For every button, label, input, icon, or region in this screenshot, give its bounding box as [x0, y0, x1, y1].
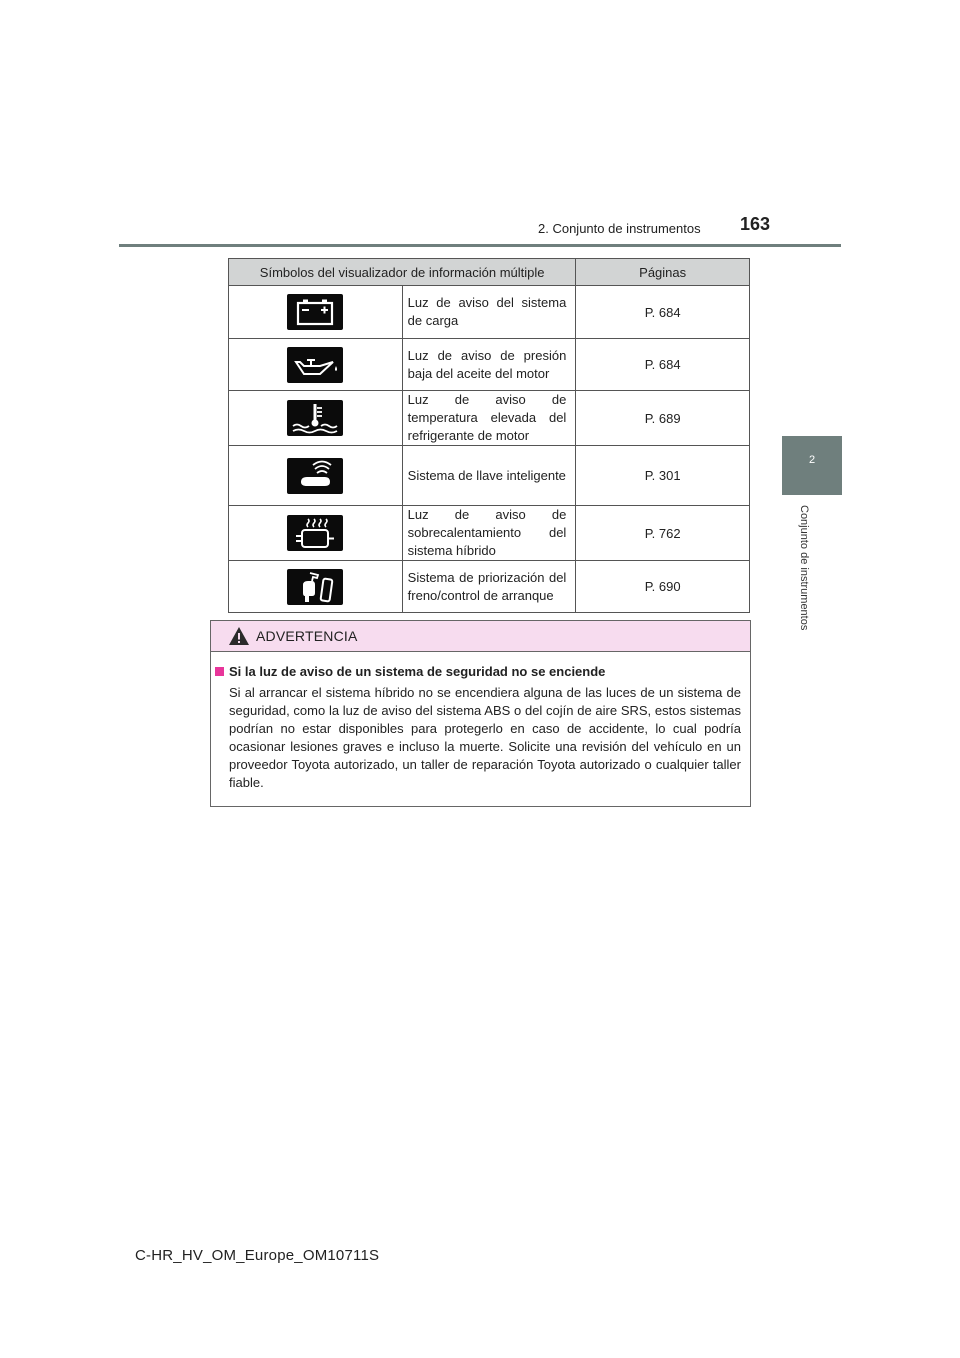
page-number: 163 [740, 214, 771, 234]
row-page-reference: P. 689 [576, 391, 750, 446]
chapter-tab [782, 436, 842, 495]
row-description: Sistema de priorización del freno/control de arranque [402, 561, 576, 613]
table-row [229, 561, 750, 613]
row-description: Sistema de llave inteligente [402, 446, 576, 506]
warning-title: ADVERTENCIA [256, 628, 358, 644]
bullet-square-icon [215, 667, 224, 676]
icon-cell [229, 561, 403, 613]
row-description: Luz de aviso de sobrecalentamiento del sistema híbrido [402, 506, 576, 561]
table-row [229, 506, 750, 561]
warning-heading [215, 664, 605, 679]
icon-cell [229, 391, 403, 446]
warning-heading-text: Si la luz de aviso de un sistema de seguridad no se enciende [229, 664, 606, 679]
col-header-pages: Páginas [576, 259, 750, 286]
warning-body: Si al arrancar el sistema híbrido no se encendiera alguna de las luces de un sistema de seguridad, como la luz de aviso del sistema ABS o del cojín de aire SRS, estos sistemas podrían no estar disponibles para protegerlo en caso de accidente, lo cual podría ocasionar lesiones graves e incluso la muerte. Solicite una revisión del vehículo en un proveedor Toyota autorizado, un taller de reparación Toyota autorizado o cualquier taller fiable. [229, 685, 741, 790]
icon-cell [229, 446, 403, 506]
icon-cell [229, 339, 403, 391]
chapter-number: 2 [808, 454, 816, 466]
row-page-reference: P. 690 [576, 561, 750, 613]
warning-header [211, 621, 750, 652]
table-row [229, 339, 750, 391]
document-code: C-HR_HV_OM_Europe_OM10711S [135, 1247, 380, 1264]
table-row [229, 446, 750, 506]
oil-pressure-icon [287, 347, 343, 383]
brake-override-icon [287, 569, 343, 605]
icon-cell [229, 506, 403, 561]
warning-triangle-icon [228, 626, 250, 646]
icon-cell [229, 286, 403, 339]
table-header-row [229, 259, 750, 286]
symbols-table [228, 258, 750, 613]
smart-key-icon [287, 458, 343, 494]
section-title: 2. Conjunto de instrumentos [538, 221, 701, 236]
col-header-symbols: Símbolos del visualizador de información múltiple [229, 259, 576, 286]
chapter-label: Conjunto de instrumentos [798, 505, 810, 631]
row-page-reference: P. 684 [576, 286, 750, 339]
row-description: Luz de aviso de temperatura elevada del refrigerante de motor [402, 391, 576, 446]
table-row [229, 391, 750, 446]
warning-box [210, 620, 751, 807]
row-page-reference: P. 301 [576, 446, 750, 506]
row-page-reference: P. 684 [576, 339, 750, 391]
table-row [229, 286, 750, 339]
row-description: Luz de aviso del sistema de carga [402, 286, 576, 339]
coolant-temperature-icon [287, 400, 343, 436]
row-page-reference: P. 762 [576, 506, 750, 561]
battery-charging-icon [287, 294, 343, 330]
hybrid-overheat-icon [287, 515, 343, 551]
header-divider [119, 244, 841, 247]
row-description: Luz de aviso de presión baja del aceite del motor [402, 339, 576, 391]
